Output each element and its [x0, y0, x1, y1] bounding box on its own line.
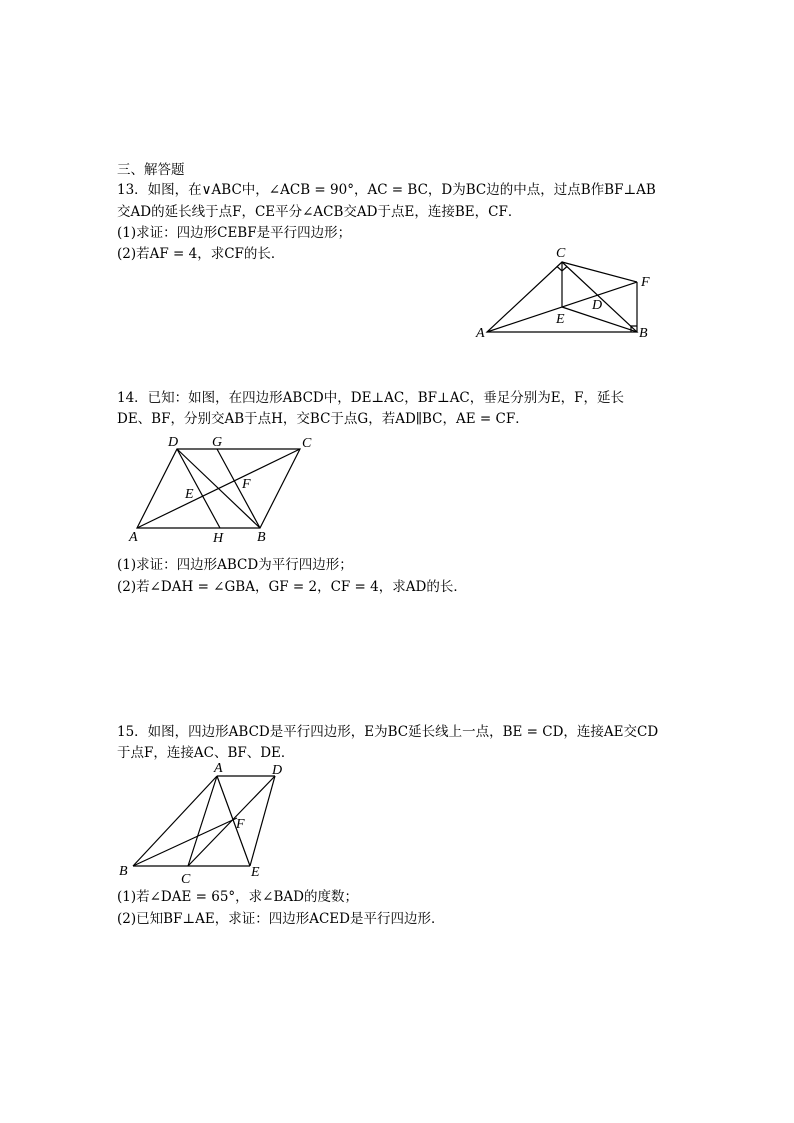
q13-line-2: 交AD的延长线于点F，CE平分∠ACB交AD于点E，连接BE，CF．: [117, 204, 522, 220]
q13-label-f: F: [641, 275, 650, 290]
q13-line-1: 13．如图，在∨ABC中，∠ACB = 90°，AC = BC，D为BC边的中点，过点B作BF⊥AB: [117, 182, 656, 198]
segment-ae: [217, 776, 250, 866]
q13-figure: [470, 240, 660, 345]
segment-bf: [133, 818, 237, 866]
q14-part-1: (1)求证：四边形ABCD为平行四边形；: [117, 557, 353, 573]
q13-label-d: D: [592, 298, 603, 313]
q13-label-e: E: [556, 312, 565, 327]
q14-label-a: A: [129, 530, 138, 545]
q13-part-1: (1)求证：四边形CEBF是平行四边形；: [117, 225, 352, 241]
q15-label-c: C: [181, 872, 191, 885]
q14-label-d: D: [168, 435, 179, 450]
segment-gb: [217, 449, 260, 528]
q14-label-b: B: [257, 530, 266, 545]
q15-label-f: F: [236, 817, 245, 832]
q14-label-e: E: [185, 487, 194, 502]
section-title: 三、解答题: [117, 162, 185, 178]
q14-line-2: DE、BF，分别交AB于点H，交BC于点G，若AD∥BC，AE = CF．: [117, 411, 529, 427]
segment-ab: [133, 776, 217, 866]
q13-label-b: B: [639, 326, 648, 341]
q14-figure: [125, 433, 325, 548]
q14-label-h: H: [213, 531, 224, 546]
q13-label-a: A: [476, 326, 485, 341]
q15-line-2: 于点F，连接AC、BF、DE．: [117, 745, 295, 761]
q15-figure-lines: [133, 776, 275, 866]
q15-part-2: (2)已知BF⊥AE，求证：四边形ACED是平行四边形．: [117, 911, 445, 927]
q14-label-c: C: [302, 436, 312, 451]
q15-part-1: (1)若∠DAE = 65°，求∠BAD的度数；: [117, 889, 358, 905]
q15-label-d: D: [272, 763, 283, 778]
segment-ac: [188, 776, 217, 866]
q14-label-f: F: [242, 477, 251, 492]
q15-label-e: E: [251, 865, 260, 880]
q15-line-1: 15．如图，四边形ABCD是平行四边形，E为BC延长线上一点，BE = CD，连接AE交CD: [117, 724, 659, 740]
q15-figure: [115, 760, 285, 885]
q15-label-a: A: [214, 761, 223, 776]
q14-label-g: G: [212, 435, 223, 450]
q14-line-1: 14．已知：如图，在四边形ABCD中，DE⊥AC，BF⊥AC，垂足分别为E，F，延长: [117, 390, 624, 406]
q15-label-b: B: [119, 864, 128, 879]
q13-label-c: C: [556, 246, 566, 261]
q13-part-2: (2)若AF = 4，求CF的长．: [117, 246, 285, 262]
q14-part-2: (2)若∠DAH = ∠GBA，GF = 2，CF = 4，求AD的长．: [117, 579, 467, 595]
q14-figure-lines: [137, 449, 300, 528]
segment-dh: [177, 449, 220, 528]
